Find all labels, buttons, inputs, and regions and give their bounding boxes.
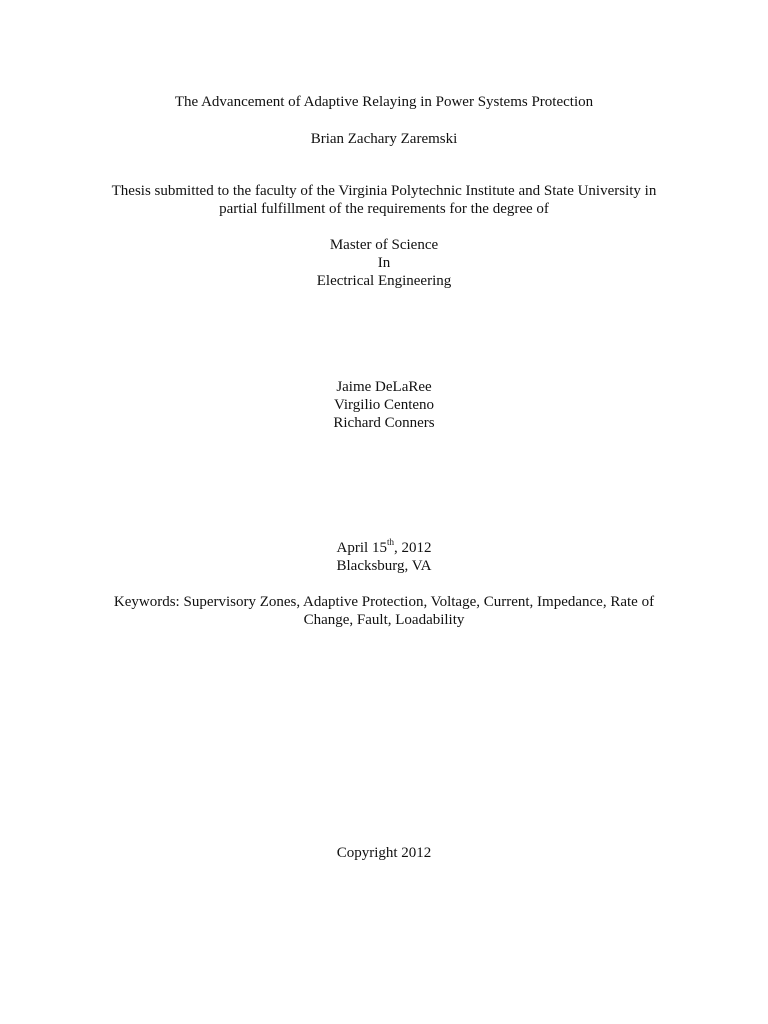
degree-connector: In [377, 255, 391, 271]
submission-line-1: Thesis submitted to the faculty of the Virginia Polytechnic Institute and State University in [111, 183, 657, 199]
committee-member: Richard Conners [333, 415, 435, 431]
degree-field: Electrical Engineering [316, 273, 452, 289]
degree-name: Master of Science [329, 237, 439, 253]
date-year: , 2012 [393, 540, 432, 556]
thesis-title: The Advancement of Adaptive Relaying in Power Systems Protection [174, 94, 594, 110]
committee-member: Virgilio Centeno [333, 397, 435, 413]
author-name: Brian Zachary Zaremski [310, 131, 458, 147]
date-month-day: April 15 [336, 540, 387, 556]
copyright: Copyright 2012 [336, 845, 432, 861]
keywords-line-1: Keywords: Supervisory Zones, Adaptive Protection, Voltage, Current, Impedance, Rate of [113, 594, 655, 610]
committee-member: Jaime DeLaRee [336, 379, 432, 395]
submission-date [0, 539, 768, 557]
submission-line-2: partial fulfillment of the requirements for the degree of [219, 201, 549, 217]
location: Blacksburg, VA [336, 558, 432, 574]
keywords-line-2: Change, Fault, Loadability [303, 612, 465, 628]
date-ordinal-suffix: th [386, 537, 394, 547]
